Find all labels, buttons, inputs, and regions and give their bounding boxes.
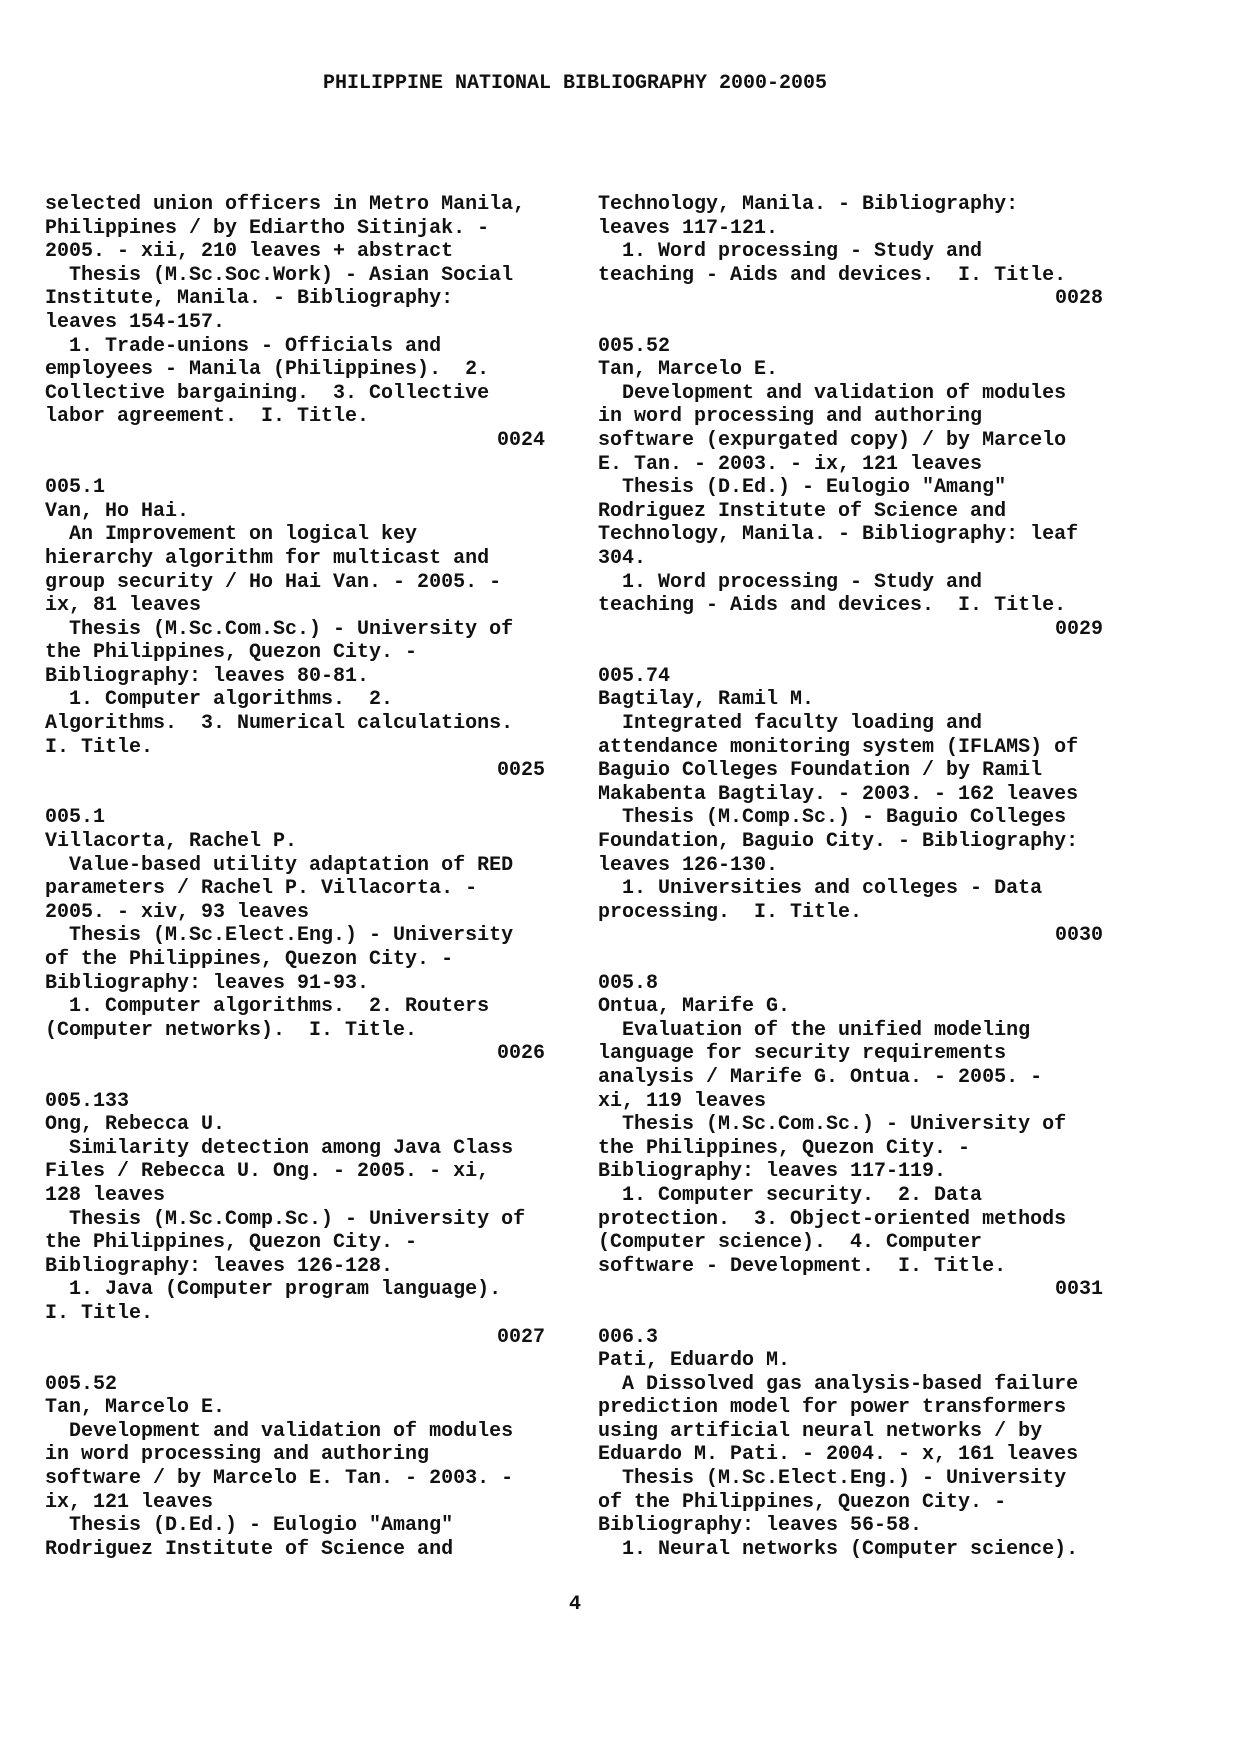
text-line: of the Philippines, Quezon City. - [598,1490,1007,1514]
right-column [598,193,1103,1561]
class-number: 005.52 [45,1372,118,1396]
text-line: An Improvement on logical key [45,523,418,547]
text-line: Bibliography: leaves 117-119. [598,1160,947,1184]
text-line: Thesis (M.Sc.Com.Sc.) - University of [45,617,514,641]
text-line: Algorithms. 3. Numerical calculations. [45,712,514,736]
class-number: 006.3 [598,1325,659,1349]
text-line: labor agreement. I. Title. [45,405,370,429]
text-line: leaves 117-121. [598,216,779,240]
text-line: hierarchy algorithm for multicast and [45,546,490,570]
text-line: Thesis (M.Sc.Comp.Sc.) - University of [45,1207,526,1231]
text-line: 2005. - xii, 210 leaves + abstract [45,240,454,264]
blank-line [45,1349,545,1373]
author: Tan, Marcelo E. [598,358,779,382]
text-line: 1. Universities and colleges - Data [598,877,1043,901]
text-line: Value-based utility adaptation of RED [45,853,514,877]
text-line: 128 leaves [45,1183,166,1207]
author: Pati, Eduardo M. [598,1349,791,1373]
entry-number: 0031 [1054,1278,1103,1302]
text-line: the Philippines, Quezon City. - [45,1231,418,1255]
text-line: employees - Manila (Philippines). 2. [45,358,490,382]
text-line: Foundation, Baguio City. - Bibliography: [598,830,1079,854]
text-line: I. Title. [45,1301,154,1325]
text-line: 1. Computer algorithms. 2. [45,688,394,712]
text-line: Bibliography: leaves 126-128. [45,1254,394,1278]
blank-line [598,641,1103,665]
text-line: software (expurgated copy) / by Marcelo [598,428,1067,452]
text-line: Development and validation of modules [598,381,1067,405]
entry-number: 0025 [496,759,545,783]
text-line: ix, 81 leaves [45,594,202,618]
blank-line [598,1302,1103,1326]
text-line: 1. Word processing - Study and [598,240,983,264]
text-line: E. Tan. - 2003. - ix, 121 leaves [598,452,983,476]
class-number: 005.74 [598,664,671,688]
text-line: 1. Computer algorithms. 2. Routers [45,995,490,1019]
author: Ong, Rebecca U. [45,1113,226,1137]
entry-number: 0027 [496,1325,545,1349]
blank-line [45,1066,545,1090]
text-line: Files / Rebecca U. Ong. - 2005. - xi, [45,1160,490,1184]
class-number: 005.133 [45,1089,130,1113]
text-line: the Philippines, Quezon City. - [45,641,418,665]
text-line: leaves 154-157. [45,310,226,334]
text-line: Eduardo M. Pati. - 2004. - x, 161 leaves [598,1443,1079,1467]
text-line: language for security requirements [598,1042,1007,1066]
text-line: A Dissolved gas analysis-based failure [598,1372,1079,1396]
text-line: Makabenta Bagtilay. - 2003. - 162 leaves [598,782,1079,806]
author: Ontua, Marife G. [598,995,791,1019]
author: Tan, Marcelo E. [45,1396,226,1420]
text-line: I. Title. [45,735,154,759]
text-line: Philippines / by Ediartho Sitinjak. - [45,216,490,240]
text-line: Thesis (M.Comp.Sc.) - Baguio Colleges [598,806,1067,830]
text-line: Thesis (D.Ed.) - Eulogio "Amang" [598,476,1007,500]
blank-line [598,948,1103,972]
text-line: Development and validation of modules [45,1419,514,1443]
class-number: 005.8 [598,971,659,995]
text-line: 1. Neural networks (Computer science). [598,1537,1079,1561]
text-line: teaching - Aids and devices. I. Title. [598,263,1067,287]
entry-number: 0024 [496,428,545,452]
text-line: Thesis (M.Sc.Elect.Eng.) - University [598,1467,1067,1491]
text-line: prediction model for power transformers [598,1396,1067,1420]
text-line: Bibliography: leaves 91-93. [45,971,370,995]
text-line: Rodriguez Institute of Science and [598,499,1007,523]
entry-number: 0029 [1054,617,1103,641]
page-number: 4 [568,1593,581,1616]
text-line: selected union officers in Metro Manila, [45,193,526,216]
text-line: Thesis (D.Ed.) - Eulogio "Amang" [45,1514,454,1538]
text-line: 1. Word processing - Study and [598,570,983,594]
text-line: group security / Ho Hai Van. - 2005. - [45,570,502,594]
entry-number: 0028 [1054,287,1103,311]
text-line: Evaluation of the unified modeling [598,1018,1031,1042]
author: Van, Ho Hai. [45,499,190,523]
text-line: processing. I. Title. [598,900,863,924]
text-line: Similarity detection among Java Class [45,1136,514,1160]
blank-line [45,783,545,807]
blank-line [45,453,545,477]
entry-number: 0026 [496,1042,545,1066]
text-line: teaching - Aids and devices. I. Title. [598,594,1067,618]
class-number: 005.1 [45,476,106,500]
text-line: (Computer networks). I. Title. [45,1018,418,1042]
text-line: analysis / Marife G. Ontua. - 2005. - [598,1065,1043,1089]
text-line: Institute, Manila. - Bibliography: [45,287,454,311]
text-line: Technology, Manila. - Bibliography: [598,193,1019,216]
class-number: 005.52 [598,334,671,358]
text-line: Collective bargaining. 3. Collective [45,381,490,405]
text-line: 2005. - xiv, 93 leaves [45,900,310,924]
author: Bagtilay, Ramil M. [598,688,815,712]
text-line: ix, 121 leaves [45,1490,214,1514]
text-line: 1. Computer security. 2. Data [598,1183,983,1207]
text-line: of the Philippines, Quezon City. - [45,948,454,971]
text-line: using artificial neural networks / by [598,1419,1043,1443]
text-line: Integrated faculty loading and [598,712,983,736]
text-line: Thesis (M.Sc.Soc.Work) - Asian Social [45,263,514,287]
text-line: 1. Trade-unions - Officials and [45,334,442,358]
left-column [45,193,545,1561]
text-line: (Computer science). 4. Computer [598,1231,983,1255]
text-line: in word processing and authoring [598,405,983,429]
text-line: the Philippines, Quezon City. - [598,1136,971,1160]
text-line: software / by Marcelo E. Tan. - 2003. - [45,1467,514,1491]
text-line: Thesis (M.Sc.Elect.Eng.) - University [45,924,514,948]
text-line: 1. Java (Computer program language). [45,1278,502,1302]
text-line: software - Development. I. Title. [598,1254,1007,1278]
text-line: attendance monitoring system (IFLAMS) of [598,735,1079,759]
text-line: xi, 119 leaves [598,1089,767,1113]
blank-line [598,311,1103,335]
text-line: Rodriguez Institute of Science and [45,1537,454,1561]
text-line: leaves 126-130. [598,853,779,877]
page-header: PHILIPPINE NATIONAL BIBLIOGRAPHY 2000-2005 [322,72,828,95]
author: Villacorta, Rachel P. [45,830,298,854]
text-line: protection. 3. Object-oriented methods [598,1207,1067,1231]
text-line: Technology, Manila. - Bibliography: leaf [598,523,1079,547]
text-line: Baguio Colleges Foundation / by Ramil [598,759,1043,783]
class-number: 005.1 [45,806,106,830]
text-line: in word processing and authoring [45,1443,430,1467]
text-line: parameters / Rachel P. Villacorta. - [45,877,478,901]
text-line: 304. [598,546,647,570]
text-line: Bibliography: leaves 80-81. [45,664,370,688]
text-line: Thesis (M.Sc.Com.Sc.) - University of [598,1113,1067,1137]
text-line: Bibliography: leaves 56-58. [598,1514,923,1538]
entry-number: 0030 [1054,924,1103,948]
